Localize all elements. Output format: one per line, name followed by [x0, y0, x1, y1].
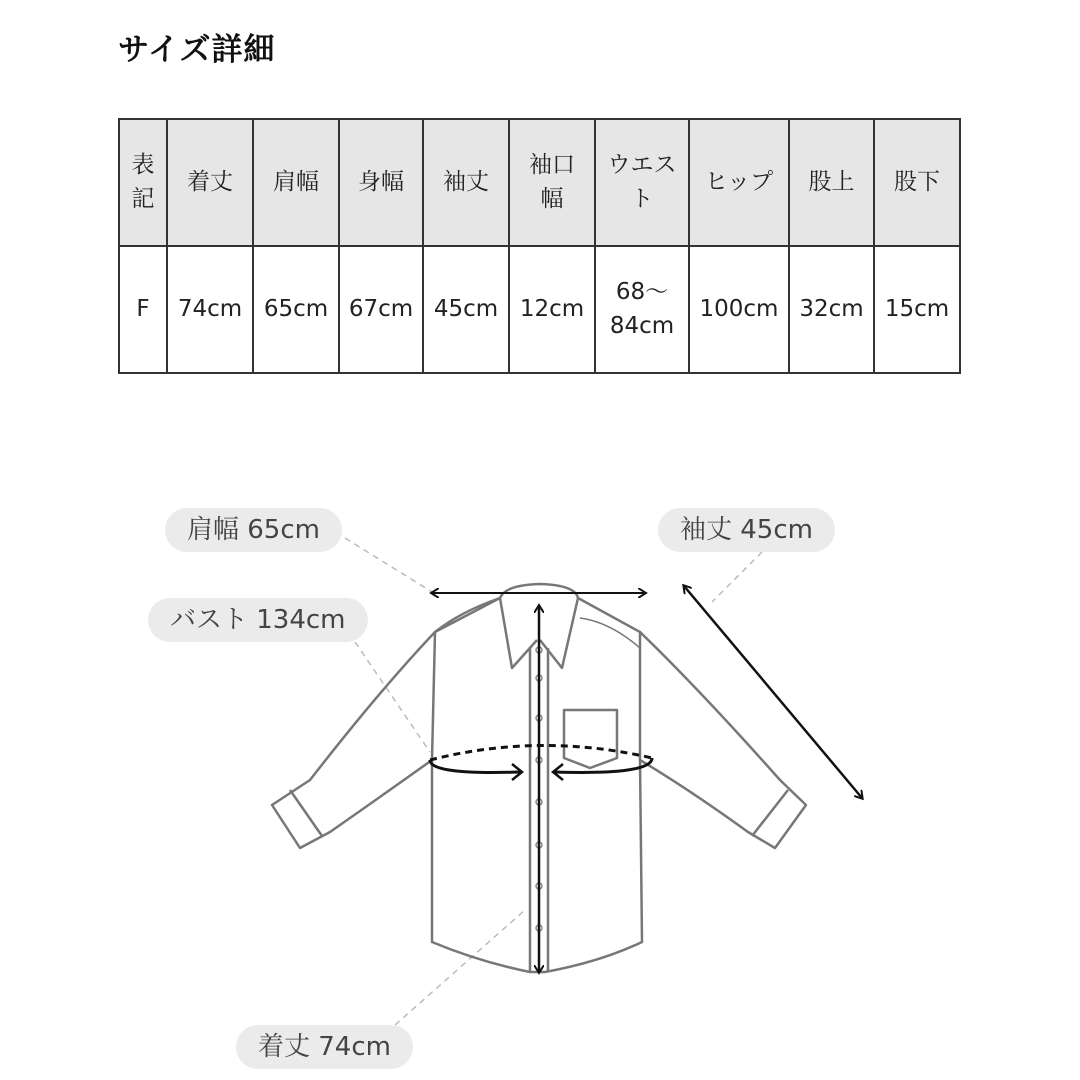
- header-cell-rise: 股上: [789, 119, 874, 246]
- header-cell-notation: 表 記: [119, 119, 167, 246]
- table-cell: F: [119, 246, 167, 373]
- header-cell-shoulder: 肩幅: [253, 119, 339, 246]
- header-cell-waist: ウエス ト: [595, 119, 689, 246]
- table-cell: 67cm: [339, 246, 423, 373]
- sleeve-arrow: [684, 586, 862, 798]
- header-cell-length: 着丈: [167, 119, 253, 246]
- table-cell: 12cm: [509, 246, 595, 373]
- leader-lines: [345, 538, 762, 1025]
- table-cell: 100cm: [689, 246, 789, 373]
- sleeve-length-label: 袖丈 45cm: [658, 508, 835, 552]
- header-cell-inseam: 股下: [874, 119, 960, 246]
- table-cell: 15cm: [874, 246, 960, 373]
- header-cell-sleeve: 袖丈: [423, 119, 509, 246]
- table-cell: 74cm: [167, 246, 253, 373]
- header-cell-body-width: 身幅: [339, 119, 423, 246]
- table-cell: 68～ 84cm: [595, 246, 689, 373]
- bust-label: バスト 134cm: [148, 598, 368, 642]
- table-cell: 45cm: [423, 246, 509, 373]
- length-label: 着丈 74cm: [236, 1025, 413, 1069]
- table-cell: 32cm: [789, 246, 874, 373]
- page-title: サイズ詳細: [118, 32, 276, 68]
- shoulder-width-label: 肩幅 65cm: [165, 508, 342, 552]
- header-cell-cuff: 袖口 幅: [509, 119, 595, 246]
- header-cell-hip: ヒップ: [689, 119, 789, 246]
- table-cell: 65cm: [253, 246, 339, 373]
